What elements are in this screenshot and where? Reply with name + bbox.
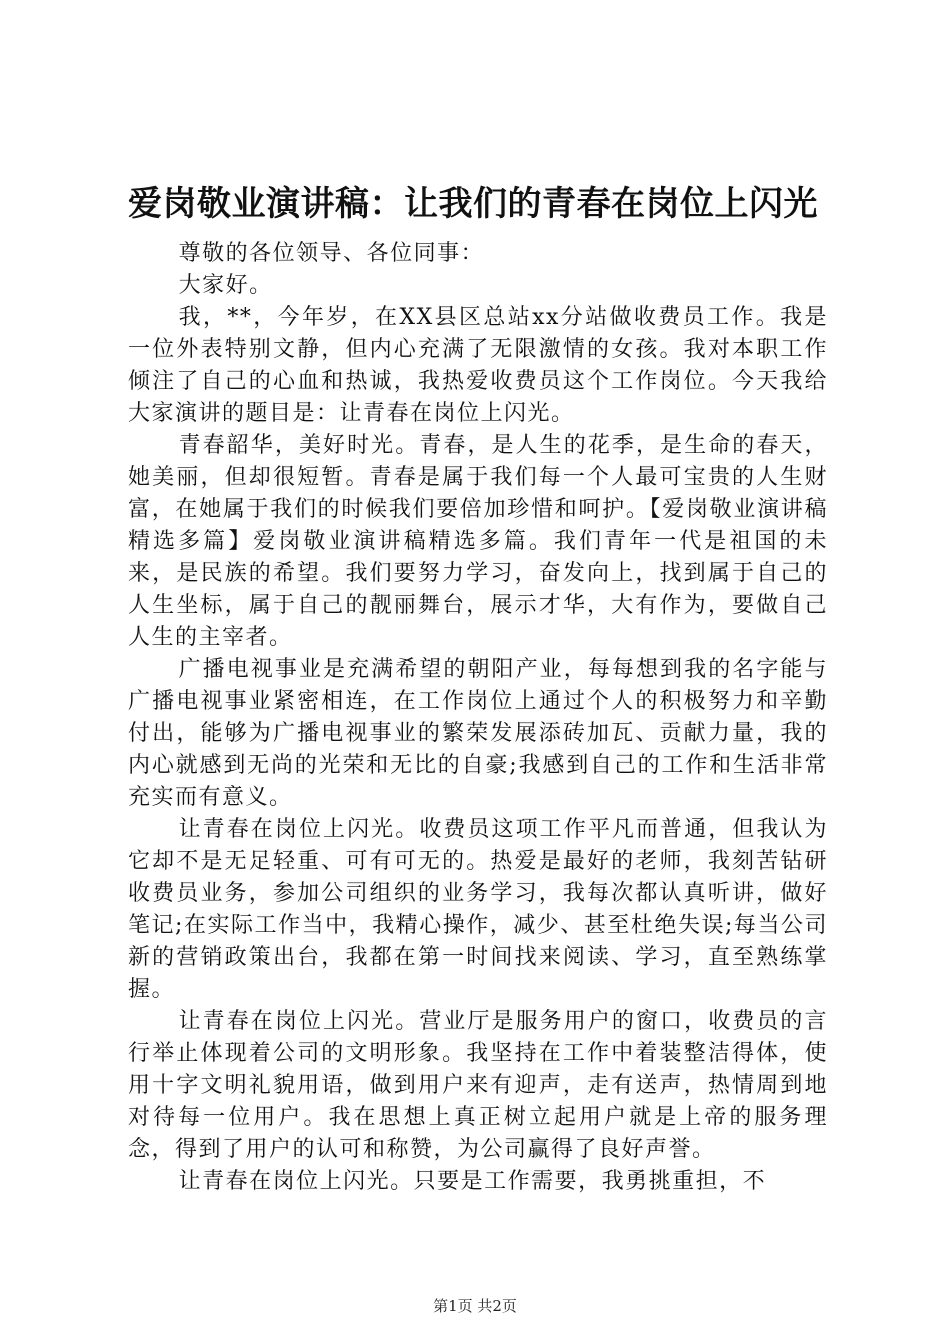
salutation: 尊敬的各位领导、各位同事： xyxy=(178,241,485,266)
page-number-footer: 第1页 共2页 xyxy=(433,1297,517,1315)
greeting: 大家好。 xyxy=(178,273,273,298)
paragraph-youth: 青春韶华，美好时光。青春，是人生的花季，是生命的春天，她美丽，但却很短暂。青春是属于我们每一个人最可宝贵的人生财富，在她属于我们的时候我们要倍加珍惜和呵护。【爱岗敬业演讲稿精选多篇】爱岗敬业演讲稿精选多篇。我们青年一代是祖国的未来，是民族的希望。我们要努力学习，奋发向上，找到属于自己的人生坐标，属于自己的靓丽舞台，展示才华，大有作为，要做自己人生的主宰者。 xyxy=(128,433,828,650)
paragraph-responsibility: 让青春在岗位上闪光。只要是工作需要，我勇挑重担，不 xyxy=(178,1169,767,1194)
paragraph-work-study: 让青春在岗位上闪光。收费员这项工作平凡而普通，但我认为它却不是无足轻重、可有可无的。热爱是最好的老师，我刻苦钻研收费员业务，参加公司组织的业务学习，我每次都认真听讲，做好笔记;在实际工作当中，我精心操作，减少、甚至杜绝失误;每当公司新的营销政策出台，我都在第一时间找来阅读、学习，直至熟练掌握。 xyxy=(128,817,828,1002)
paragraph-service: 让青春在岗位上闪光。营业厅是服务用户的窗口，收费员的言行举止体现着公司的文明形象。我坚持在工作中着装整洁得体，使用十字文明礼貌用语，做到用户来有迎声，走有送声，热情周到地对待每一位用户。我在思想上真正树立起用户就是上帝的服务理念，得到了用户的认可和称赞，为公司赢得了良好声誉。 xyxy=(128,1009,828,1162)
paragraph-broadcasting: 广播电视事业是充满希望的朝阳产业，每每想到我的名字能与广播电视事业紧密相连，在工作岗位上通过个人的积极努力和辛勤付出，能够为广播电视事业的繁荣发展添砖加瓦、贡献力量，我的内心就感到无尚的光荣和无比的自豪;我感到自己的工作和生活非常充实而有意义。 xyxy=(128,657,828,810)
document-body xyxy=(128,238,828,1198)
document-title: 爱岗敬业演讲稿：让我们的青春在岗位上闪光 xyxy=(128,184,818,224)
paragraph-introduction: 我，**，今年岁，在XX县区总站xx分站做收费员工作。我是一位外表特别文静，但内心充满了无限激情的女孩。我对本职工作倾注了自己的心血和热诚，我热爱收费员这个工作岗位。今天我给大家演讲的题目是：让青春在岗位上闪光。 xyxy=(128,305,828,426)
